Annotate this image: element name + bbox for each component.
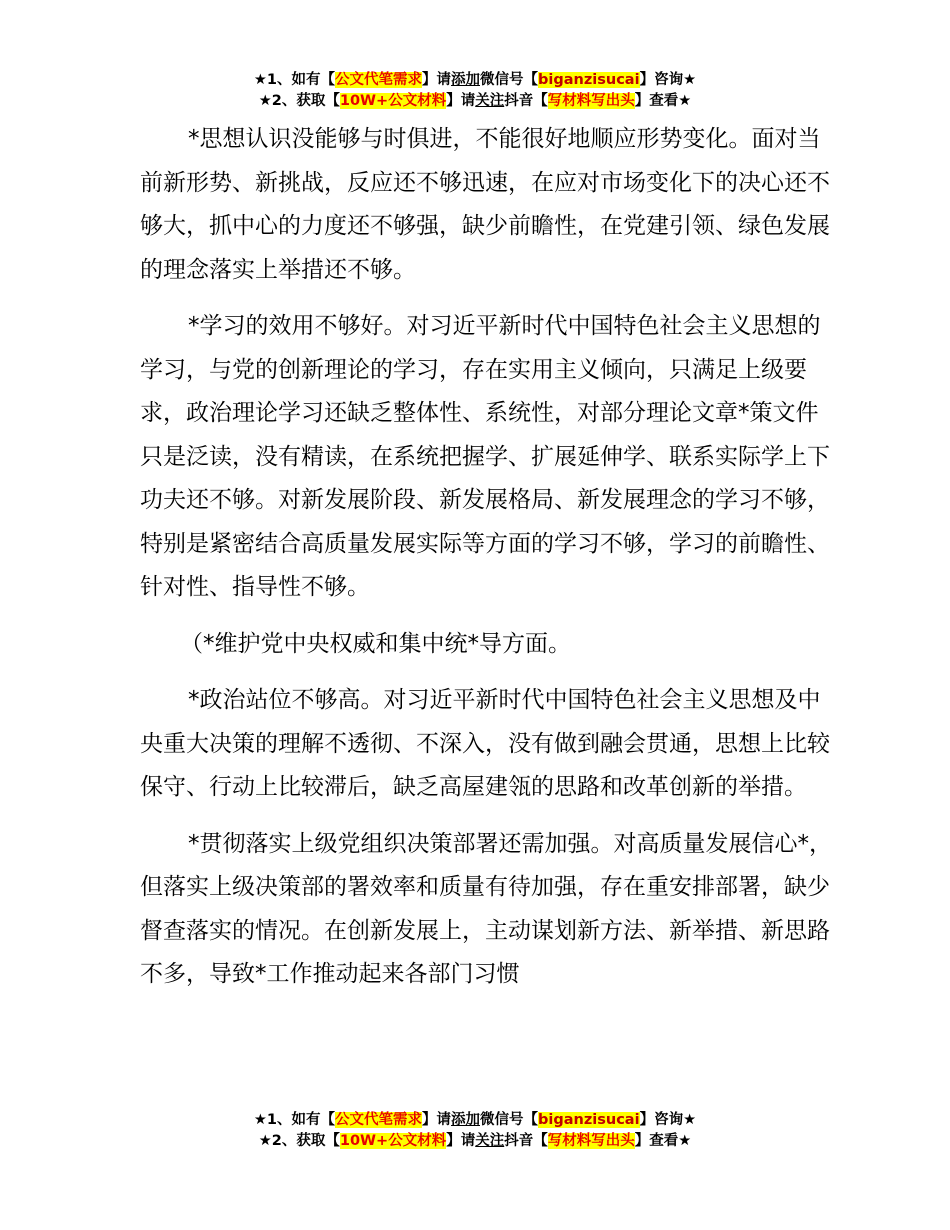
footer-banner	[0, 1110, 950, 1152]
footer-highlight-materials: 10W+公文材料	[339, 1133, 447, 1149]
paragraph-3: （*维护党中央权威和集中统*导方面。	[180, 630, 571, 657]
banner-line-1: ★1、如有【公文代笔需求】请添加微信号【biganzisucai】咨询★	[253, 72, 697, 88]
footer-highlight-douyin: 写材料写出头	[547, 1133, 635, 1149]
highlight-douyin: 写材料写出头	[547, 93, 635, 109]
document-body	[140, 118, 840, 1010]
footer-line-2: ★2、获取【10W+公文材料】请关注抖音【写材料写出头】查看★	[258, 1133, 692, 1149]
paragraph-2: *学习的效用不够好。对习近平新时代中国特色社会主义思想的学习，与党的创新理论的学习，存在实用主义倾向，只满足上级要求，政治理论学习还缺乏整体性、系统性，对部分理论文章*策文件只是泛读，没有精读，在系统把握学、扩展延伸学、联系实际学上下功夫还不够。对新发展阶段、新发展格局、新发展理念的学习不够，特别是紧密结合高质量发展实际等方面的学习不够，学习的前瞻性、针对性、指导性不够。	[140, 313, 830, 600]
footer-highlight-wechat-id: biganzisucai	[538, 1112, 640, 1128]
highlight-ghostwriting: 公文代笔需求	[335, 72, 423, 88]
paragraph-4: *政治站位不够高。对习近平新时代中国特色社会主义思想及中央重大决策的理解不透彻、不深入，没有做到融会贯通，思想上比较保守、行动上比较滞后，缺乏高屋建瓴的思路和改革创新的举措。	[140, 687, 830, 800]
highlight-materials: 10W+公文材料	[339, 93, 447, 109]
footer-line-1: ★1、如有【公文代笔需求】请添加微信号【biganzisucai】咨询★	[253, 1112, 697, 1128]
paragraph-1: *思想认识没能够与时俱进，不能很好地顺应形势变化。面对当前新形势、新挑战，反应还不够迅速，在应对市场变化下的决心还不够大，抓中心的力度还不够强，缺少前瞻性，在党建引领、绿色发展的理念落实上举措还不够。	[140, 126, 830, 283]
footer-highlight-ghostwriting: 公文代笔需求	[335, 1112, 423, 1128]
paragraph-5: *贯彻落实上级党组织决策部署还需加强。对高质量发展信心*，但落实上级决策部的署效率和质量有待加强，存在重安排部署，缺少督查落实的情况。在创新发展上，主动谋划新方法、新举措、新思路不多，导致*工作推动起来各部门习惯	[140, 830, 832, 987]
banner-line-2: ★2、获取【10W+公文材料】请关注抖音【写材料写出头】查看★	[258, 93, 692, 109]
header-banner	[0, 70, 950, 112]
highlight-wechat-id: biganzisucai	[538, 72, 640, 88]
